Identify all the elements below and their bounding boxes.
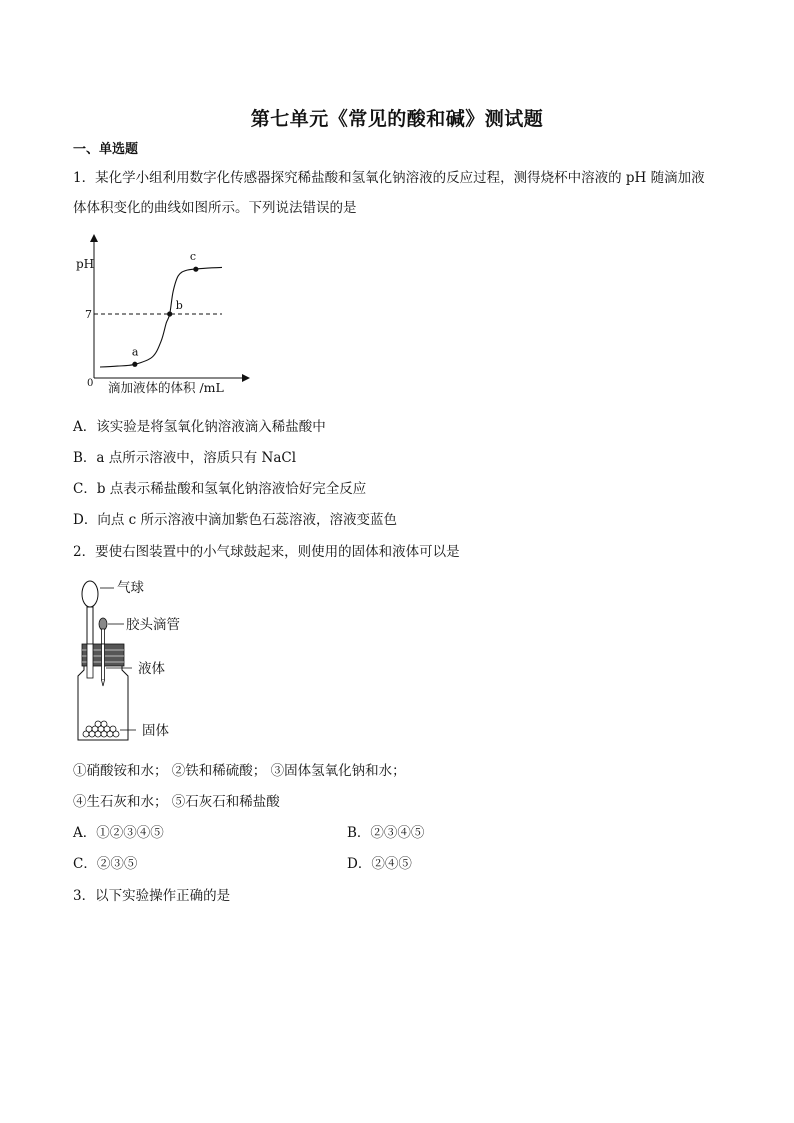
point-a (132, 362, 137, 367)
q1-stem-line2: 体体积变化的曲线如图所示。下列说法错误的是 (73, 200, 357, 216)
q3-stem: 3．以下实验操作正确的是 (73, 888, 231, 904)
q2-choices-line2: ④生石灰和水； ⑤石灰石和稀盐酸 (73, 794, 280, 810)
q1-stem-line1: 1．某化学小组利用数字化传感器探究稀盐酸和氢氧化钠溶液的反应过程，测得烧杯中溶液的 pH 随滴加液 (73, 170, 705, 186)
ph-curve (100, 267, 222, 367)
dropper-label: 胶头滴管 (126, 617, 180, 633)
page-title: 第七单元《常见的酸和碱》测试题 (250, 108, 544, 130)
q2-option-d: D．②④⑤ (347, 856, 412, 872)
section-heading: 一、单选题 (73, 142, 139, 157)
q2-option-c: C．②③⑤ (73, 856, 138, 872)
point-label-b: b (175, 299, 183, 312)
point-label-c: c (189, 250, 197, 264)
ref-line-label: 7 (85, 308, 92, 321)
liquid-label: 液体 (138, 661, 165, 677)
solid-label: 固体 (142, 723, 169, 739)
q2-stem: 2．要使右图装置中的小气球鼓起来，则使用的固体和液体可以是 (73, 544, 460, 560)
point-label-a: a (131, 345, 139, 359)
q1-option-d: D．向点 c 所示溶液中滴加紫色石蕊溶液，溶液变蓝色 (73, 512, 397, 528)
point-b (167, 311, 172, 316)
x-axis-label: 滴加液体的体积 /mL (108, 380, 224, 395)
q2-choices-line1: ①硝酸铵和水； ②铁和稀硫酸； ③固体氢氧化钠和水； (73, 763, 406, 779)
q1-option-b: B．a 点所示溶液中，溶质只有 NaCl (73, 450, 297, 466)
balloon-label: 气球 (117, 580, 144, 596)
ph-curve-chart (70, 230, 270, 400)
y-axis-label: pH (76, 257, 95, 271)
dropper-bulb (99, 618, 107, 630)
q2-option-b: B．②③④⑤ (347, 825, 425, 841)
q2-option-a: A．①②③④⑤ (73, 825, 164, 841)
balloon (82, 581, 98, 607)
origin-label: 0 (87, 378, 94, 389)
balloon-apparatus-diagram (70, 572, 220, 746)
point-c (193, 267, 198, 272)
q1-option-c: C．b 点表示稀盐酸和氢氧化钠溶液恰好完全反应 (73, 481, 367, 497)
q1-option-a: A．该实验是将氢氧化钠溶液滴入稀盐酸中 (73, 419, 326, 435)
